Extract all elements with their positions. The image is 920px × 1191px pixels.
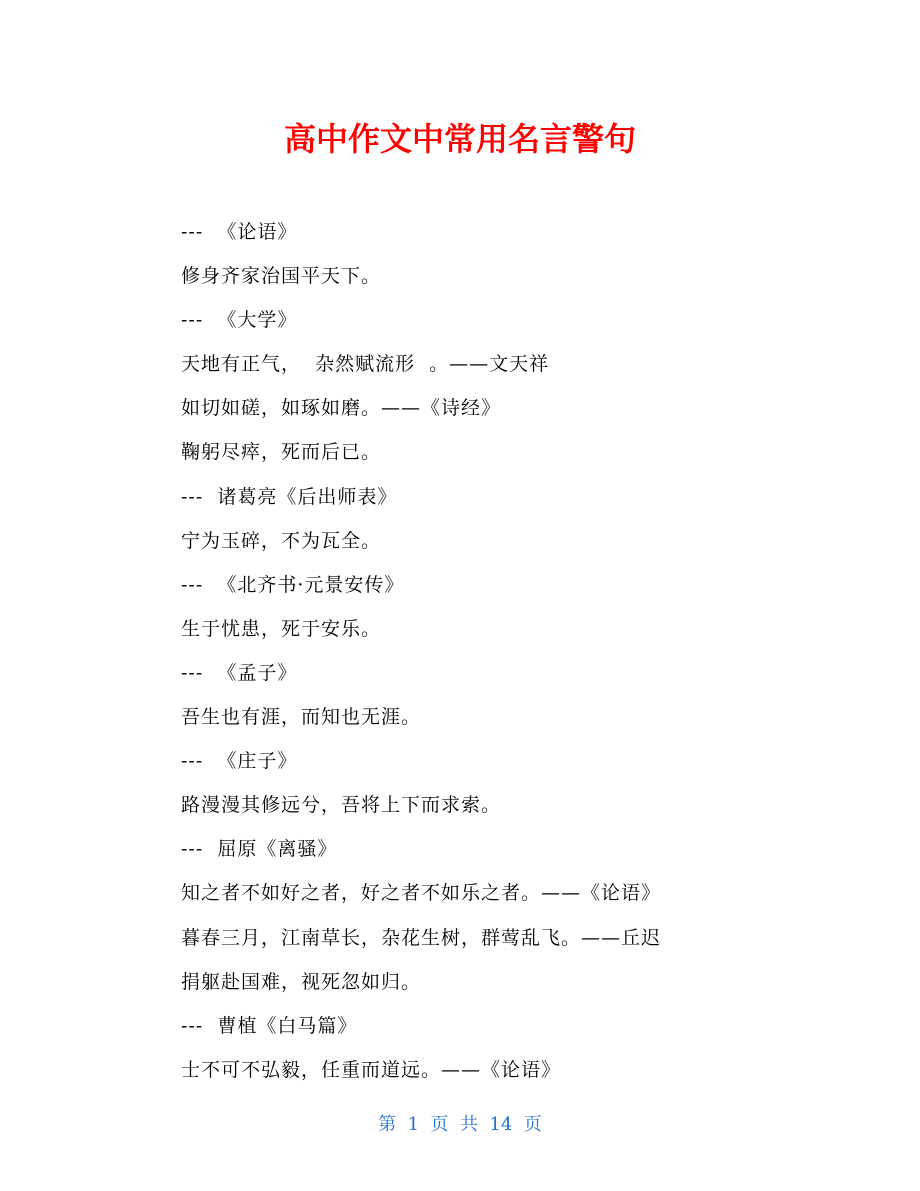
- text-line: --- 屈原《离骚》: [181, 838, 338, 861]
- text-line: 修身齐家治国平天下。: [181, 265, 382, 288]
- text-line: --- 《庄子》: [181, 750, 298, 773]
- text-line: --- 《论语》: [181, 221, 298, 243]
- text-line: --- 《大学》: [181, 309, 298, 332]
- text-line: --- 诸葛亮《后出师表》: [181, 485, 398, 508]
- text-line: 暮春三月，江南草长，杂花生树，群莺乱飞。——丘迟: [181, 926, 662, 949]
- text-line: 宁为玉碎，不为瓦全。: [181, 529, 382, 552]
- text-line: 捐躯赴国难，视死忽如归。: [181, 970, 422, 993]
- page-title: 高中作文中常用名言警句: [283, 120, 636, 158]
- text-line: 鞠躬尽瘁，死而后已。: [181, 441, 382, 464]
- text-line: --- 曹植《白马篇》: [181, 1014, 358, 1037]
- text-line: 吾生也有涯，而知也无涯。: [181, 706, 422, 729]
- document-body: [181, 210, 801, 1092]
- text-line: --- 《孟子》: [181, 661, 298, 684]
- page-number-footer: 第 1 页 共 14 页: [378, 1114, 542, 1135]
- text-line: 路漫漫其修远兮，吾将上下而求索。: [181, 794, 502, 817]
- text-line: 士不可不弘毅，任重而道远。——《论语》: [181, 1058, 562, 1081]
- text-line: 知之者不如好之者，好之者不如乐之者。——《论语》: [181, 882, 662, 905]
- text-line: 天地有正气， 杂然赋流形 。——文天祥: [181, 353, 550, 376]
- text-line: 如切如磋，如琢如磨。——《诗经》: [181, 397, 502, 420]
- text-line: --- 《北齐书·元景安传》: [181, 573, 405, 596]
- text-line: 生于忧患，死于安乐。: [181, 617, 382, 640]
